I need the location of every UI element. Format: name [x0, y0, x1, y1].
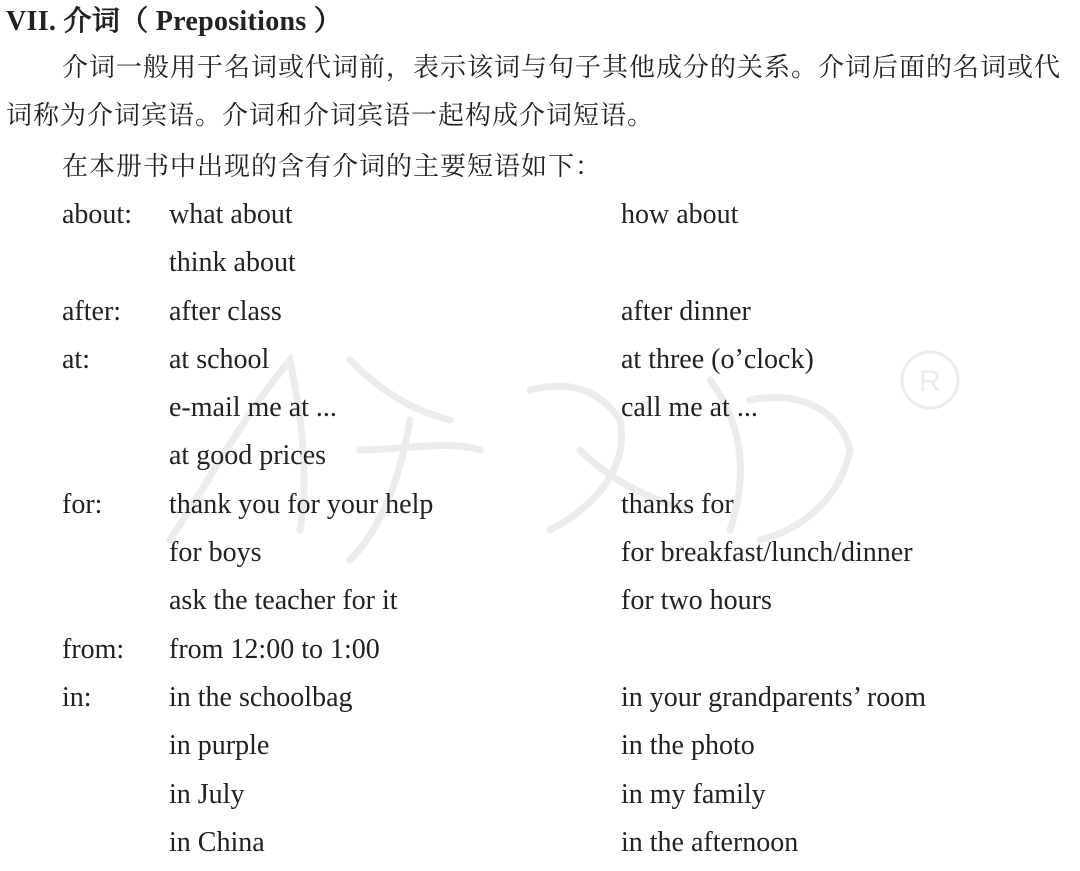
- preposition-label: about:: [62, 199, 132, 230]
- phrase-right: for breakfast/lunch/dinner: [621, 537, 913, 569]
- table-row: [62, 239, 1062, 287]
- preposition-phrase-table: [62, 191, 1062, 867]
- phrase-left: after class: [169, 295, 282, 327]
- phrase-left: in July: [169, 778, 245, 810]
- table-row: [62, 819, 1062, 867]
- phrase-right: in my family: [621, 778, 766, 810]
- phrase-left: ask the teacher for it: [169, 585, 398, 617]
- table-row: [62, 577, 1062, 625]
- phrase-left: for boys: [169, 537, 262, 569]
- phrase-right: call me at ...: [621, 392, 758, 424]
- preposition-label: after:: [62, 295, 122, 327]
- svg-text:R: R: [919, 365, 941, 398]
- preposition-label: at:: [62, 343, 90, 375]
- phrase-right: at three (o’clock): [621, 343, 814, 375]
- table-row: [62, 288, 1062, 336]
- intro-list-caption: 在本册书中出现的含有介词的主要短语如下：: [62, 152, 603, 181]
- table-row: [62, 191, 1062, 239]
- phrase-right: after dinner: [621, 295, 751, 327]
- table-row: [62, 481, 1062, 529]
- phrase-left: in China: [169, 826, 265, 858]
- table-row: [62, 674, 1062, 722]
- phrase-left: e-mail me at ...: [169, 392, 337, 424]
- table-row: [62, 771, 1062, 819]
- table-row: [62, 384, 1062, 432]
- table-row: [62, 722, 1062, 770]
- table-row: [62, 626, 1062, 674]
- preposition-label: for:: [62, 488, 103, 520]
- preposition-label: from:: [62, 633, 125, 665]
- table-row: [62, 529, 1062, 577]
- phrase-left: from 12:00 to 1:00: [169, 633, 380, 665]
- phrase-left: thank you for your help: [169, 488, 434, 520]
- intro-paragraph-line-2: 词称为介词宾语。介词和介词宾语一起构成介词短语。: [6, 101, 655, 130]
- phrase-right: how about: [621, 199, 739, 230]
- preposition-label: in:: [62, 681, 92, 713]
- phrase-left: in purple: [169, 730, 270, 762]
- table-row: [62, 432, 1062, 480]
- phrase-left: what about: [169, 199, 293, 230]
- phrase-left: at good prices: [169, 440, 327, 472]
- intro-paragraph-line-1: 介词一般用于名词或代词前，表示该词与句子其他成分的关系。介词后面的名词或代: [62, 53, 1062, 82]
- phrase-left: think about: [169, 247, 296, 279]
- phrase-right: thanks for: [621, 488, 734, 520]
- phrase-left: at school: [169, 343, 270, 375]
- table-row: [62, 336, 1062, 384]
- section-heading: VII. 介词（ Prepositions ）: [6, 6, 343, 37]
- phrase-left: in the schoolbag: [169, 681, 353, 713]
- phrase-right: in your grandparents’ room: [621, 681, 927, 713]
- phrase-right: for two hours: [621, 585, 772, 617]
- phrase-right: in the afternoon: [621, 826, 799, 858]
- phrase-right: in the photo: [621, 730, 755, 762]
